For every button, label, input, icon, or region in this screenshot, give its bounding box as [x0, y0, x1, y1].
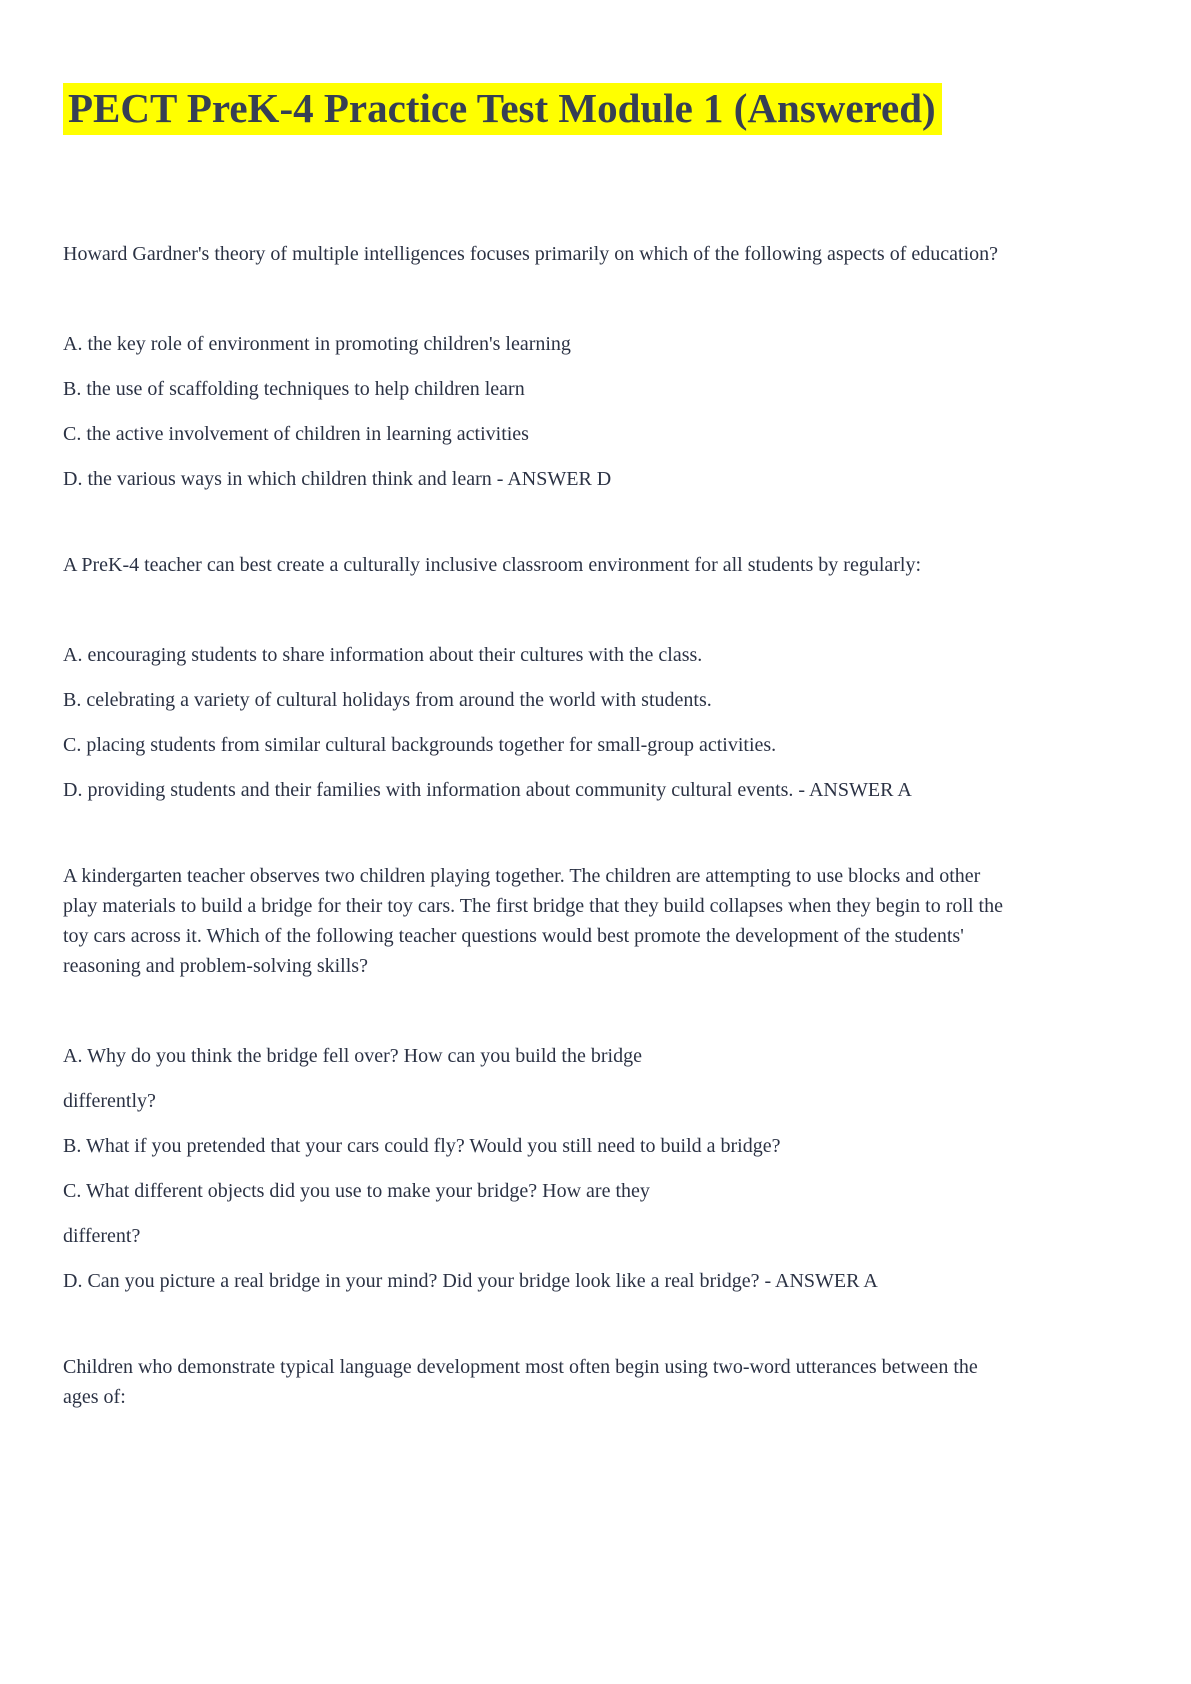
- question-prompt: A kindergarten teacher observes two children playing together. The children are attempting to use blocks and other play materials to build a bridge for their toy cars. The first bridge that they build collapses when they begin to roll the toy cars across it. Which of the following teacher questions would best promote the development of the students' reasoning and problem-solving skills?: [63, 865, 1003, 978]
- title-highlight: PECT PreK-4 Practice Test Module 1 (Answered): [63, 83, 942, 135]
- question-block: [63, 861, 1016, 1296]
- answer-option-line: C. the active involvement of children in learning activities: [63, 423, 529, 446]
- question-block: [63, 239, 1016, 494]
- answer-option-line: D. providing students and their families with information about community cultural events. - ANSWER A: [63, 779, 912, 802]
- document-title: [63, 82, 1016, 135]
- questions-section: [63, 239, 1016, 1412]
- answer-option-line: B. What if you pretended that your cars could fly? Would you still need to build a bridge?: [63, 1135, 781, 1158]
- answer-option-line: differently?: [63, 1090, 156, 1113]
- answer-option-line: A. Why do you think the bridge fell over? How can you build the bridge: [63, 1045, 642, 1068]
- question-prompt: A PreK-4 teacher can best create a culturally inclusive classroom environment for all students by regularly:: [63, 554, 922, 577]
- answer-option-line: different?: [63, 1225, 141, 1248]
- answer-option-line: C. What different objects did you use to make your bridge? How are they: [63, 1180, 650, 1203]
- answer-option-line: B. the use of scaffolding techniques to help children learn: [63, 378, 525, 401]
- question-block: [63, 1352, 1016, 1412]
- question-prompt: Children who demonstrate typical language development most often begin using two-word utterances between the ages of:: [63, 1356, 978, 1409]
- question-block: [63, 550, 1016, 805]
- answer-option-line: C. placing students from similar cultural backgrounds together for small-group activities.: [63, 734, 777, 757]
- answer-option-line: D. Can you picture a real bridge in your mind? Did your bridge look like a real bridge? - ANSWER A: [63, 1270, 878, 1293]
- answer-option-line: A. the key role of environment in promoting children's learning: [63, 333, 571, 356]
- question-prompt: Howard Gardner's theory of multiple intelligences focuses primarily on which of the following aspects of education?: [63, 243, 998, 266]
- answer-option-line: A. encouraging students to share information about their cultures with the class.: [63, 644, 703, 667]
- answer-option-line: B. celebrating a variety of cultural holidays from around the world with students.: [63, 689, 712, 712]
- answer-option-line: D. the various ways in which children think and learn - ANSWER D: [63, 468, 612, 491]
